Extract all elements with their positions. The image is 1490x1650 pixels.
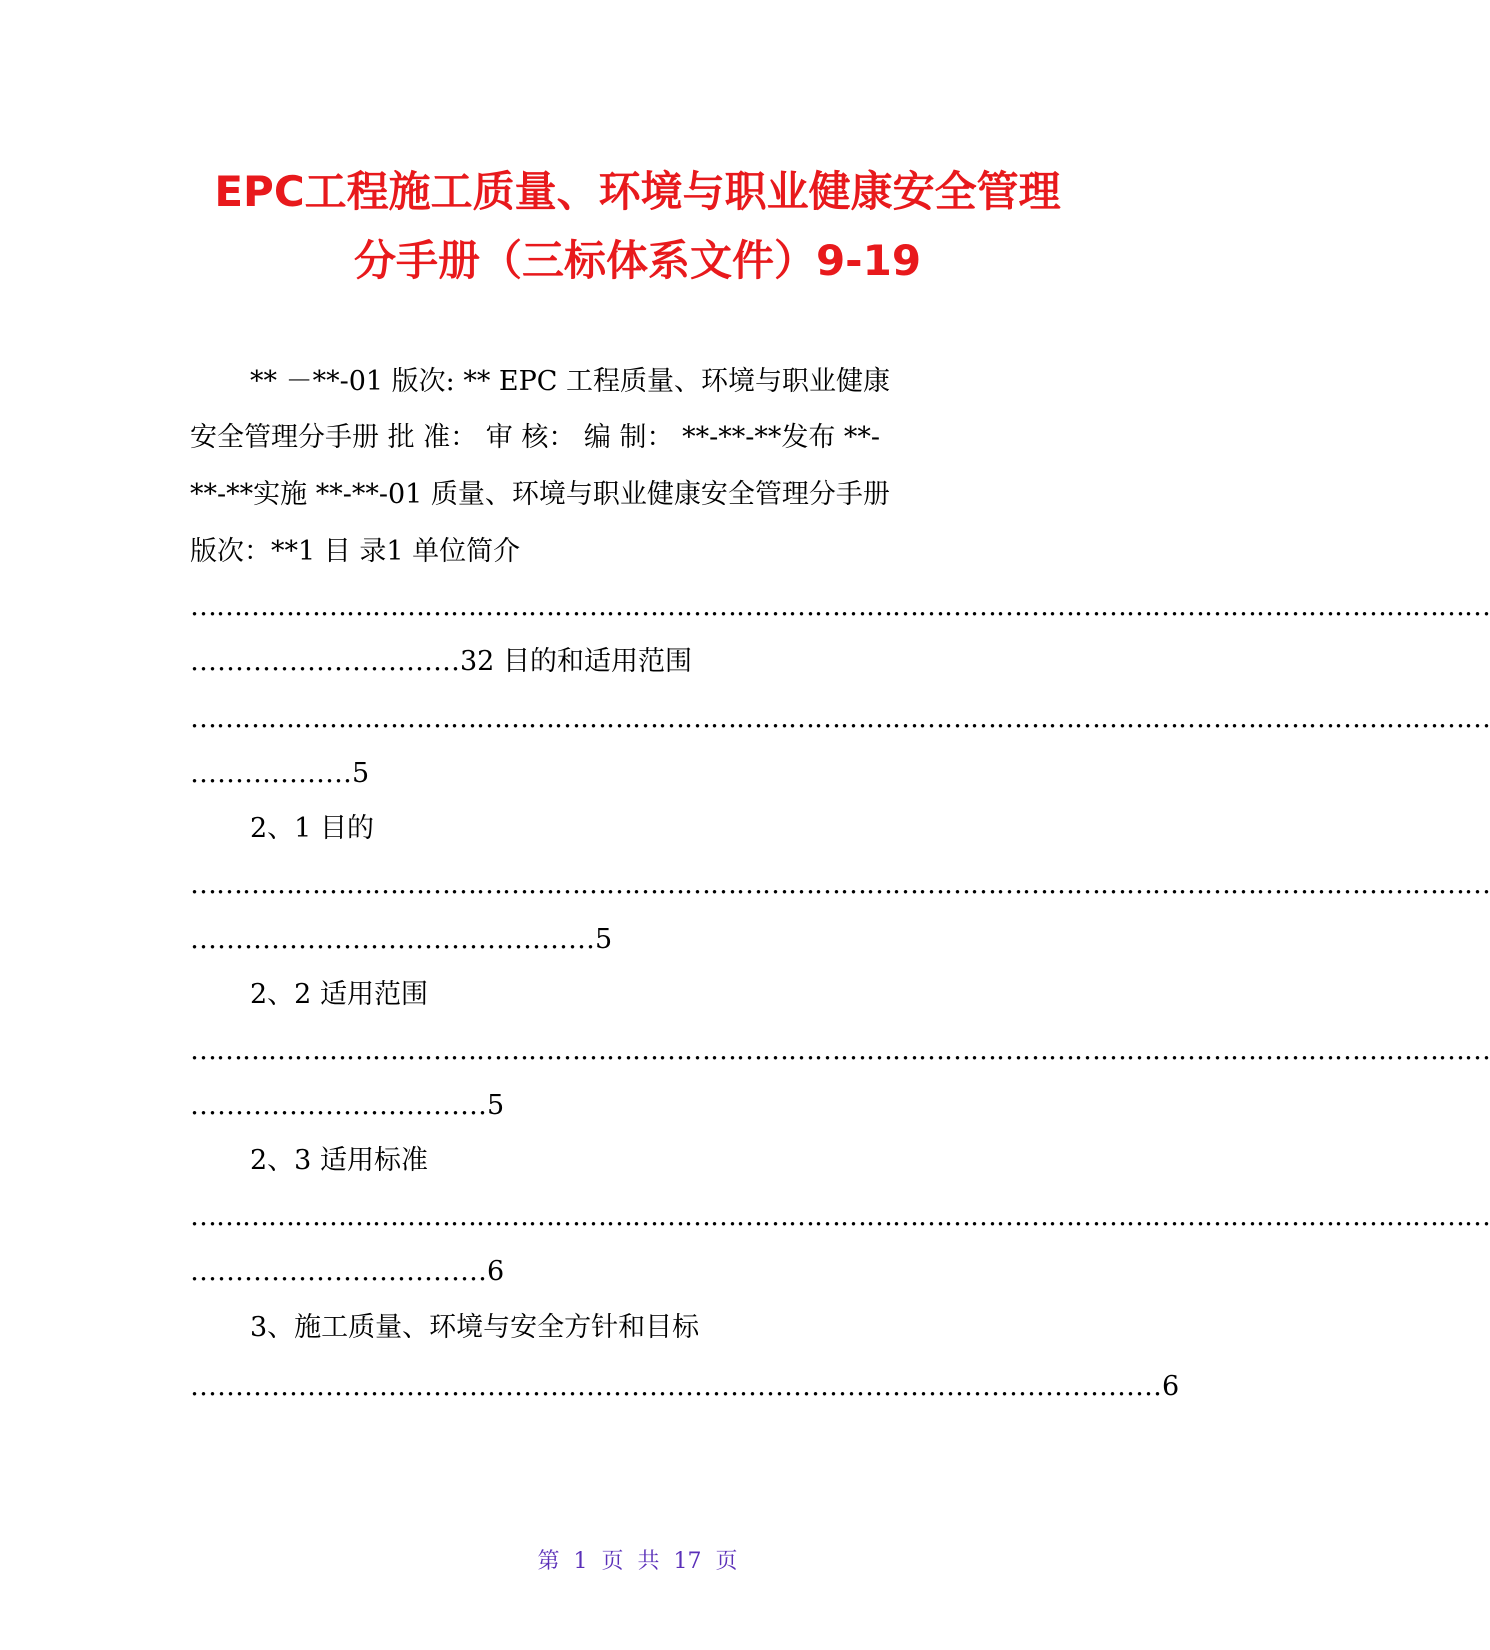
toc-entry-1	[190, 645, 692, 679]
toc-heading-2-1: 2、1 目的	[250, 813, 374, 844]
toc-page-number: 5	[487, 1090, 505, 1121]
body-line-1: ** －**-01 版次: ** EPC 工程质量、环境与职业健康	[250, 366, 891, 397]
toc-dots-tail: ………………	[190, 758, 352, 789]
body-line-2: 安全管理分手册 批 准： 审 核： 编 制： **-**-**发布 **-	[190, 422, 881, 453]
toc-dots-tail: …………………………	[190, 646, 460, 677]
toc-entry-2	[190, 757, 369, 791]
toc-dots-tail: ………………………………………………………………………………………………	[190, 1371, 1162, 1402]
toc-page-number: 5	[595, 924, 613, 955]
body-line-3: **-**实施 **-**-01 质量、环境与职业健康安全管理分手册	[190, 479, 890, 510]
toc-entry-4	[190, 1089, 504, 1123]
toc-dot-leader: ……………………………………………………………………………………………………………………………………	[190, 1201, 1490, 1232]
toc-page-number: 5	[352, 758, 370, 789]
toc-heading-3: 3、施工质量、环境与安全方针和目标	[250, 1312, 700, 1343]
body-line-4: 版次：**1 目 录1 单位简介	[190, 536, 521, 567]
toc-page-number: 6	[1162, 1371, 1180, 1402]
document-title-line-2: 分手册（三标体系文件）9-19	[353, 236, 922, 285]
toc-dots-tail: ……………………………	[190, 1090, 487, 1121]
toc-dot-leader: ……………………………………………………………………………………………………………………………………	[190, 869, 1490, 900]
toc-entry-6	[190, 1370, 1179, 1404]
toc-heading-2-2: 2、2 适用范围	[250, 979, 428, 1010]
toc-entry-5	[190, 1255, 504, 1289]
toc-page-number: 6	[487, 1256, 505, 1287]
toc-dots-tail: ………………………………………	[190, 924, 595, 955]
page-footer: 第 1 页 共 17 页	[537, 1549, 738, 1574]
toc-entry-text: 32 目的和适用范围	[460, 646, 692, 677]
toc-dot-leader: ……………………………………………………………………………………………………………………………………	[190, 703, 1490, 734]
document-title-line-1: EPC工程施工质量、环境与职业健康安全管理	[214, 167, 1061, 216]
toc-heading-2-3: 2、3 适用标准	[250, 1145, 428, 1176]
toc-dots-tail: ……………………………	[190, 1256, 487, 1287]
toc-dot-leader: ……………………………………………………………………………………………………………………………………	[190, 1035, 1490, 1066]
toc-entry-3	[190, 923, 612, 957]
toc-dot-leader: ……………………………………………………………………………………………………………………………………	[190, 591, 1490, 622]
